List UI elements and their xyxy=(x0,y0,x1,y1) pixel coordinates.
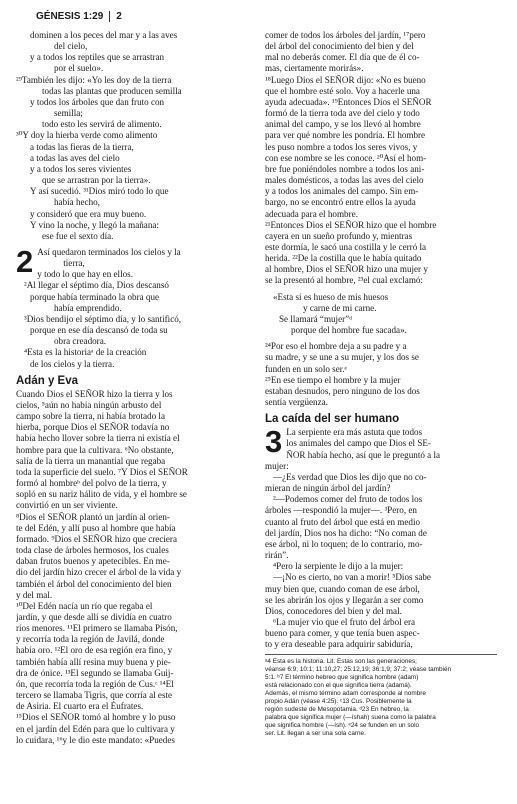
text-line: bargo, no se encontró entre ellos la ayuda xyxy=(265,197,416,208)
text-line: toda la superficie del suelo. ⁷Y Dios el SEÑOR xyxy=(16,466,188,477)
text-line: toda clase de árboles hermosos, los cuales xyxy=(16,545,169,556)
text-line: tercero se llamaba Tigris, que corría al este xyxy=(16,690,173,701)
text-line: a todas las aves del cielo xyxy=(30,152,120,163)
section-heading-adan-eva: Adán y Eva xyxy=(16,374,78,387)
adan-eva-text xyxy=(16,389,248,746)
header-divider xyxy=(109,11,110,22)
text-line: de los cielos y la tierra. xyxy=(30,358,115,369)
text-line: estaban desnudos, pero ninguno de los dos xyxy=(265,385,420,396)
text-line: ón, que recorría toda la región de Cus.ᶜ ¹⁴El xyxy=(16,678,174,689)
text-line: Y así sucedió. ³¹Dios miró todo lo que xyxy=(30,186,169,197)
text-line: y a todos los seres vivientes xyxy=(30,163,132,174)
text-line: y recorría toda la región de Javilá, donde xyxy=(16,634,165,645)
text-line: del cielo, xyxy=(54,41,88,52)
text-line: daban frutos buenos y apetecibles. En me- xyxy=(16,556,170,567)
text-line: ese árbol, ni lo toquen; de lo contrario, mo- xyxy=(265,538,423,549)
text-line: también el árbol del conocimiento del bien xyxy=(16,578,172,589)
text-line: del árbol del conocimiento del bien y del xyxy=(265,41,414,52)
text-line: ríos menores. ¹¹El primero se llamaba Pisón, xyxy=(16,623,178,634)
text-line: había hecho llover sobre la tierra ni existía el xyxy=(16,433,180,444)
genesis-1-end xyxy=(16,30,248,242)
text-line: ÑOR había hecho, así que le preguntó a la xyxy=(286,449,441,460)
text-line: ser. Lit. llegan a ser una sola carne. xyxy=(265,730,366,738)
text-line: to y era deseable para adquirir sabiduría, xyxy=(265,639,413,650)
text-line: cuanto al fruto del árbol que está en medio xyxy=(265,516,421,527)
running-header xyxy=(36,8,122,24)
text-line: había oro. ¹²El oro de esa región era fino, y xyxy=(16,645,173,656)
text-line: muy bien que, cuando coman de ese árbol, xyxy=(265,583,420,594)
text-line: porque del hombre fue sacada». xyxy=(291,325,407,336)
text-line: del jardín, Dios nos ha dicho: “No coman de xyxy=(265,527,427,538)
text-line: Así quedaron terminados los cielos y la xyxy=(37,246,181,257)
text-line: véanse 6:9; 10:1; 11:10,27; 25:12,19; 36:1,9; 37:2; véase también xyxy=(265,666,452,674)
text-line: mal no deberás comer. El día que de él co- xyxy=(265,52,420,63)
text-line: dra de ónice. ¹³El segundo se llamaba Guij- xyxy=(16,667,174,678)
text-line: que se arrastran por la tierra». xyxy=(42,175,151,186)
text-line: semilla; xyxy=(54,108,83,119)
text-line: con ese nombre se les conoce. ²⁰Así el hom- xyxy=(265,152,427,163)
text-line: los animales del campo que Dios el SE- xyxy=(286,438,431,449)
text-line: su madre, y se une a su mujer, y los dos se xyxy=(265,352,419,363)
text-line: adecuada para el hombre. xyxy=(265,208,358,219)
text-line: todo esto les servirá de alimento. xyxy=(42,119,162,130)
text-line: ²⁴Por eso el hombre deja a su padre y a xyxy=(265,341,407,352)
text-line: —¡No es cierto, no van a morir! ⁵Dios sabe xyxy=(273,572,431,583)
text-line: tierra, xyxy=(63,258,85,269)
left-column xyxy=(16,30,248,746)
text-line: se la presentó al hombre, ²³el cual exclamó: xyxy=(265,275,423,286)
text-line: mas, ciertamente morirás». xyxy=(265,63,364,74)
text-line: para ver qué nombre les pondría. El hombre xyxy=(265,130,426,141)
text-line: en el jardín del Edén para que lo cultivara y xyxy=(16,723,175,734)
text-line: que el hombre esté solo. Voy a hacerle una xyxy=(265,85,420,96)
text-line: y consideró que era muy bueno. xyxy=(30,208,147,219)
text-line: formó al hombreᵇ del polvo de la tierra, y xyxy=(16,478,167,489)
text-line: herida. ²²De la costilla que le había quitado xyxy=(265,253,422,264)
text-line: región sudeste de Mesopotamia. ᵈ23 En hebreo, la xyxy=(265,706,409,714)
text-line: cielos, ⁵aún no había ningún arbusto del xyxy=(16,400,162,410)
text-line: convirtió en un ser viviente. xyxy=(16,500,118,511)
text-line: animal del campo, y se los llevó al hombre xyxy=(265,119,421,130)
text-line: se les abrirán los ojos y llegarán a ser como xyxy=(265,594,424,605)
text-line: ³⁰Y doy la hierba verde como alimento xyxy=(16,130,158,141)
text-line: había hecho, xyxy=(54,197,100,208)
text-line: por el suelo». xyxy=(54,63,104,74)
text-line: formado. ⁹Dios el SEÑOR hizo que creciera xyxy=(16,533,177,544)
text-line: bre fue poniéndoles nombre a todos los ani- xyxy=(265,163,425,174)
text-line: ᵃ4 Esta es la historia. Lit. Estas son las generaciones; xyxy=(265,658,417,666)
text-line: sopló en su nariz hálito de vida, y el hombre se xyxy=(16,489,187,500)
text-line: ¹⁸Luego Dios el SEÑOR dijo: «No es bueno xyxy=(265,74,426,85)
text-line: Además, el mismo término adam corresponde al nombre xyxy=(265,690,426,698)
text-line: árboles —respondió la mujer—. ³Pero, en xyxy=(265,505,417,516)
text-line: ¹⁰Del Edén nacía un río que regaba el xyxy=(16,600,153,611)
text-line: y a todos los animales del campo. Sin em- xyxy=(265,186,419,197)
right-column xyxy=(265,30,497,738)
text-line: porque había terminado la obra que xyxy=(30,291,160,302)
text-line: ⁸Dios el SEÑOR plantó un jardín al orien- xyxy=(16,511,170,522)
text-line: propio Adán (véase 4:25). ᶜ13 Cus. Posiblemente la xyxy=(265,698,412,706)
text-line: a todas las fieras de la tierra, xyxy=(30,141,134,152)
text-line: ²⁵En ese tiempo el hombre y la mujer xyxy=(265,374,401,385)
text-line: palabra que significa mujer (—íshah) suena como la palabra xyxy=(265,714,436,722)
text-line: dio del jardín hizo crecer el árbol de la vida y xyxy=(16,567,182,578)
text-line: cayera en un sueño profundo y, mientras xyxy=(265,230,413,241)
text-line: te del Edén, y allí puso al hombre que había xyxy=(16,522,176,533)
text-line: jardín, y que desde allí se dividía en cuatro xyxy=(16,611,172,622)
text-line: ²—Podemos comer del fruto de todos los xyxy=(273,494,423,505)
text-line: males domésticos, a todas las aves del cielo xyxy=(265,175,424,186)
page-number: 2 xyxy=(116,10,122,22)
text-line: hombre para que la cultivara. ⁶No obstante, xyxy=(16,444,174,455)
text-line: y todo lo que hay en ellos. xyxy=(37,269,133,280)
text-line: porque en ese día descansó de toda su xyxy=(30,325,168,336)
text-line: dominen a los peces del mar y a las aves xyxy=(30,30,178,40)
text-line: —¿Es verdad que Dios les dijo que no co- xyxy=(273,471,427,482)
text-line: bueno para comer, y que tenía buen aspec- xyxy=(265,628,420,639)
text-line: ayuda adecuada». ¹⁹Entonces Dios el SEÑOR xyxy=(265,96,432,107)
text-line: al hombre, Dios el SEÑOR hizo una mujer y xyxy=(265,264,428,275)
text-line: campo sobre la tierra, ni había brotado la xyxy=(16,411,165,422)
text-line: obra creadora. xyxy=(54,336,107,347)
text-line: ⁴Esta es la historiaᵃ de la creación xyxy=(24,347,147,358)
text-line: salía de la tierra un manantial que regaba xyxy=(16,455,166,466)
text-line: les puso nombre a todos los seres vivos, y xyxy=(265,141,418,152)
text-line: y carne de mi carne. xyxy=(303,302,377,313)
section-heading-caida: La caída del ser humano xyxy=(265,413,400,426)
poem-block xyxy=(265,292,497,337)
text-line: La serpiente era más astuta que todos xyxy=(286,427,423,438)
text-line: comer de todos los árboles del jardín, ¹⁷pero xyxy=(265,30,426,40)
text-line: funden en un solo ser.ᵉ xyxy=(265,363,347,374)
text-line: había emprendido. xyxy=(54,302,122,313)
text-line: ³Dios bendijo el séptimo día, y lo santificó, xyxy=(24,313,182,324)
text-line: Se llamará “mujer”ᵈ xyxy=(279,313,353,324)
text-line: formó de la tierra toda ave del cielo y todo xyxy=(265,108,420,119)
text-line: hierba, porque Dios el SEÑOR todavía no xyxy=(16,422,170,433)
text-line: ⁴Pero la serpiente le dijo a la mujer: xyxy=(273,561,404,572)
header-reference: GÉNESIS 1:29 xyxy=(36,10,104,22)
text-line: y del mal. xyxy=(16,589,53,600)
text-line: de Asiria. El cuarto era el Éufrates. xyxy=(16,701,144,712)
chapter-2-intro xyxy=(16,243,248,370)
chapter-3-intro xyxy=(265,424,497,650)
text-line: «Esta sí es hueso de mis huesos xyxy=(273,291,389,302)
text-line: mujer: xyxy=(265,460,289,471)
text-line: todas las plantas que producen semilla xyxy=(42,85,182,96)
text-line: ²Al llegar el séptimo día, Dios descansó xyxy=(24,280,169,291)
text-line: ⁶La mujer vio que el fruto del árbol era xyxy=(273,616,416,627)
text-line: rirán”. xyxy=(265,550,289,561)
text-line: y a todos los reptiles que se arrastran xyxy=(30,52,165,63)
text-line: 5:1. ᵇ7 El término hebreo que significa hombre (adam) xyxy=(265,674,419,682)
text-line: está relacionado con el que significa tierra (adamá). xyxy=(265,682,412,690)
text-line: también había allí resina muy buena y pie- xyxy=(16,656,171,667)
genesis-2-continued xyxy=(265,30,497,287)
text-line: ¹⁵Dios el SEÑOR tomó al hombre y lo puso xyxy=(16,712,176,723)
text-line: este dormía, le sacó una costilla y le cerró la xyxy=(265,241,427,252)
text-line: Cuando Dios el SEÑOR hizo la tierra y los xyxy=(16,388,173,399)
chapter-number: 2 xyxy=(16,243,34,279)
chapter-number-3: 3 xyxy=(265,424,283,460)
genesis-2-end xyxy=(265,341,497,408)
text-line: Y vino la noche, y llegó la mañana: xyxy=(30,219,159,230)
text-line: lo cuidara, ¹⁶y le dio este mandato: «Puedes xyxy=(16,734,175,745)
text-line: que significa hombre (—ísh). ᵉ24 se funden en un solo xyxy=(265,722,420,730)
text-line: Dios, conocedores del bien y del mal. xyxy=(265,605,402,616)
text-line: sentía vergüenza. xyxy=(265,397,328,407)
text-line: y todos los árboles que dan fruto con xyxy=(30,96,165,107)
footnotes xyxy=(265,654,497,738)
text-line: mieran de ningún árbol del jardín? xyxy=(265,483,391,494)
text-line: ²¹Entonces Dios el SEÑOR hizo que el hombre xyxy=(265,219,437,230)
text-line: ²⁹También les dijo: «Yo les doy de la tierra xyxy=(16,74,172,85)
text-line: ese fue el sexto día. xyxy=(42,230,114,241)
